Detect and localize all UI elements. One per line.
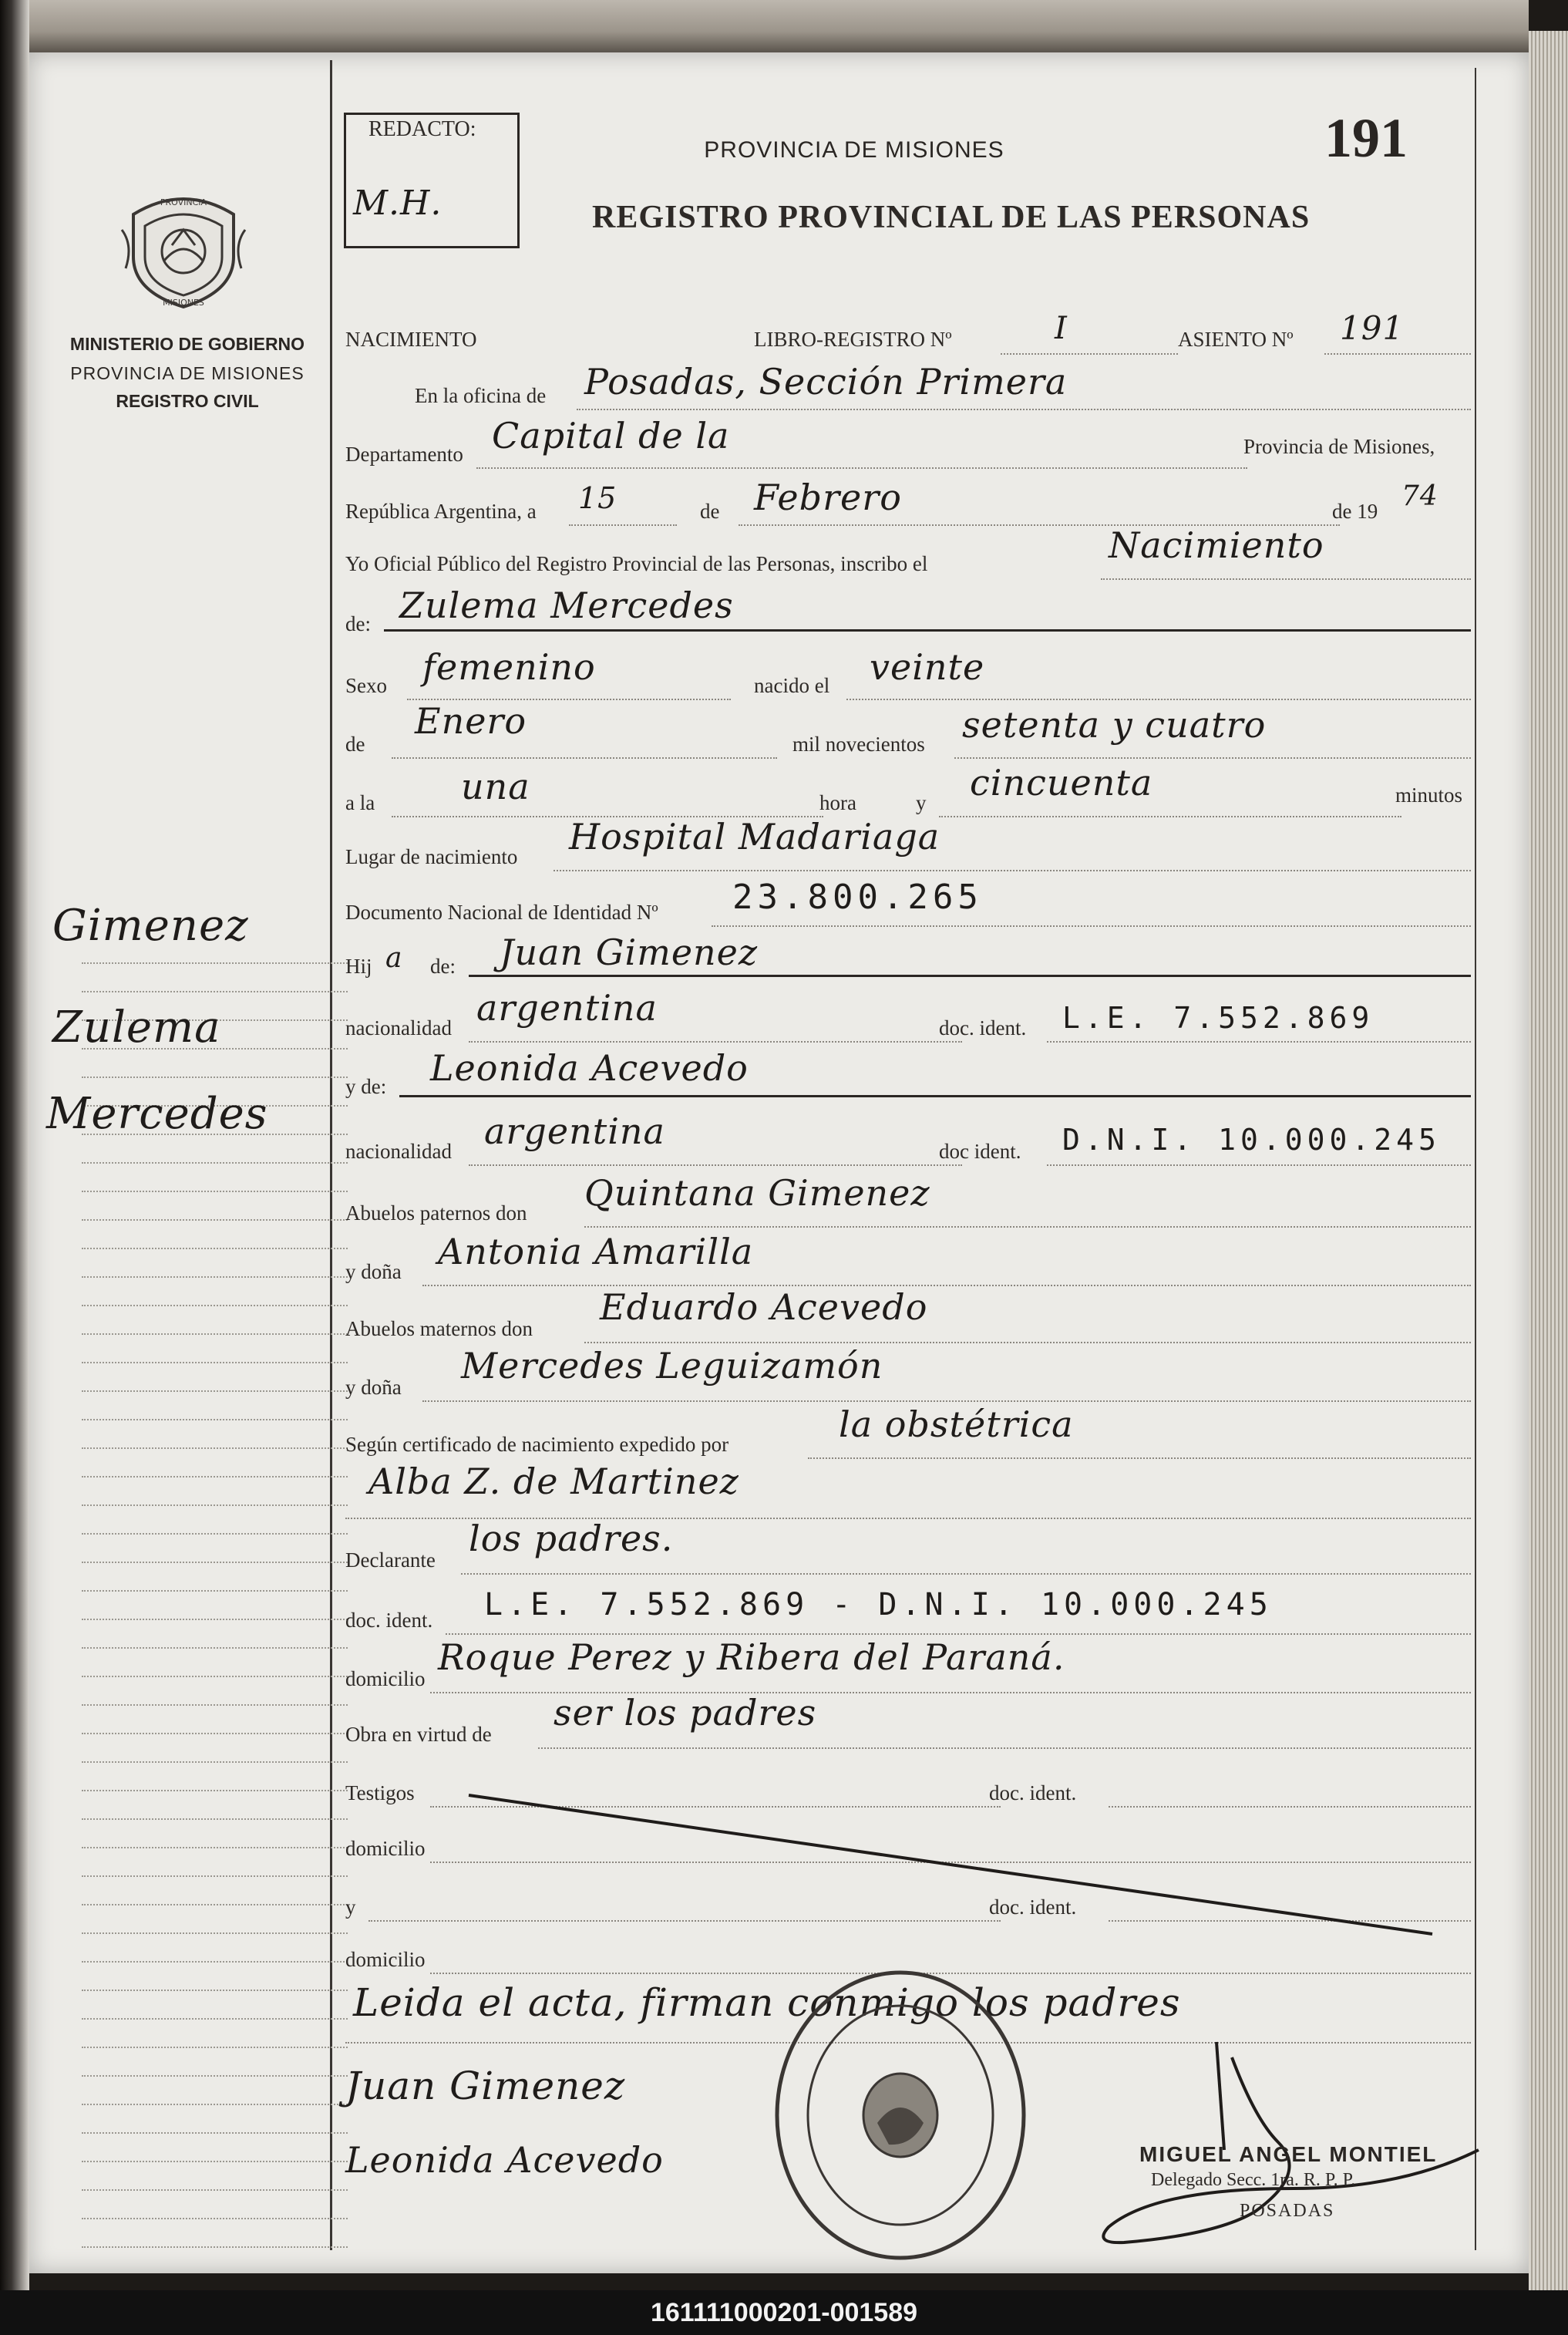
registry-title: REGISTRO PROVINCIAL DE LAS PERSONAS (592, 200, 1311, 235)
margin-ruled-line (82, 2104, 348, 2105)
hora-label: hora (819, 791, 856, 814)
province-heading: PROVINCIA DE MISIONES (704, 137, 1004, 163)
margin-ruled-line (82, 1248, 348, 1249)
margin-ruled-line (82, 1390, 348, 1392)
margin-ruled-line (82, 1533, 348, 1535)
margin-ruled-line (82, 1077, 348, 1078)
margin-first-name: Zulema (52, 1002, 221, 1053)
margin-ruled-line (82, 1733, 348, 1734)
de-label-2: de (345, 733, 365, 756)
anio-label: de 19 (1332, 500, 1378, 523)
oficina-label: En la oficina de (415, 384, 547, 407)
segun-label: Según certificado de nacimiento expedido por (345, 1433, 729, 1456)
obra-value: ser los padres (554, 1692, 817, 1734)
page-number: 191 (1324, 107, 1408, 169)
y-dona-label-1: y doña (345, 1260, 402, 1283)
margin-ruled-line (82, 1191, 348, 1192)
minutos-label: minutos (1395, 783, 1463, 807)
departamento-label: Departamento (345, 443, 463, 466)
margin-ruled-line (82, 1704, 348, 1706)
nacionalidad-padre: argentina (476, 987, 658, 1029)
declarante-value: los padres. (469, 1518, 674, 1559)
sidebar-registry-label: REGISTRO CIVIL (116, 391, 259, 411)
doc-madre: D.N.I. 10.000.245 (1062, 1123, 1441, 1157)
dni-value: 23.800.265 (732, 878, 983, 917)
margin-surname: Gimenez (52, 901, 249, 951)
margin-ruled-line (82, 1476, 348, 1477)
margin-ruled-line (82, 1219, 348, 1221)
abuelo-paterno: Quintana Gimenez (584, 1172, 930, 1214)
oficial-label: Yo Oficial Público del Registro Provincial de las Personas, inscribo el (345, 552, 928, 575)
margin-ruled-line (82, 2161, 348, 2162)
oficial-value: Nacimiento (1109, 524, 1324, 566)
abuela-paterna: Antonia Amarilla (438, 1231, 754, 1272)
book-page-stack (1529, 31, 1568, 2290)
de-label-1: de (700, 500, 720, 523)
dia-value: 15 (578, 481, 617, 515)
margin-ruled-line (82, 1961, 348, 1963)
a-la-label: a la (345, 791, 375, 814)
doc-ident-label-1: doc. ident. (939, 1016, 1027, 1039)
mes-nac-value: Enero (415, 700, 527, 742)
madre-value: Leonida Acevedo (430, 1047, 749, 1089)
domicilio-label-1: domicilio (345, 1667, 426, 1690)
official-role: Delegado Secc. 1ra. R. P. P. (1151, 2170, 1356, 2190)
province-coat-of-arms-icon (118, 184, 249, 311)
margin-ruled-line (82, 991, 348, 992)
margin-ruled-line (82, 2189, 348, 2191)
archive-id-bar: 161111000201-001589 (0, 2290, 1568, 2335)
margin-ruled-line (82, 1333, 348, 1335)
margin-ruled-line (82, 1647, 348, 1649)
doc-ident-label-3: doc. ident. (345, 1609, 433, 1632)
padre-value: Juan Gimenez (500, 932, 759, 973)
y-label: y (916, 791, 927, 814)
margin-ruled-line (82, 1590, 348, 1592)
obstetrica-value: Alba Z. de Martinez (368, 1461, 739, 1502)
margin-ruled-line (82, 2246, 348, 2248)
doc-declarante: L.E. 7.552.869 - D.N.I. 10.000.245 (484, 1587, 1273, 1622)
redacto-initials: M.H. (353, 184, 442, 223)
margin-ruled-line (82, 1847, 348, 1848)
oficina-value: Posadas, Sección Primera (584, 361, 1068, 403)
nacido-label: nacido el (754, 674, 830, 697)
margin-ruled-line (82, 1990, 348, 1991)
ministry-label: MINISTERIO DE GOBIERNO (69, 334, 305, 354)
seal-top-text: PROVINCIA (160, 197, 207, 207)
libro-value: I (1055, 311, 1068, 346)
margin-middle-name: Mercedes (46, 1089, 268, 1139)
nacionalidad-label-1: nacionalidad (345, 1016, 452, 1039)
anio-nac-value: setenta y cuatro (962, 704, 1267, 746)
sidebar-province-label: PROVINCIA DE MISIONES (70, 363, 305, 383)
margin-ruled-line (82, 1676, 348, 1677)
doc-padre: L.E. 7.552.869 (1062, 1001, 1375, 1035)
doc-ident-label-2: doc ident. (939, 1140, 1021, 1163)
margin-ruled-line (82, 1419, 348, 1420)
margin-ruled-line (82, 1904, 348, 1905)
official-city: POSADAS (1240, 2201, 1335, 2221)
registry-round-stamp-icon (762, 1961, 1039, 2269)
cancel-strike-line (461, 1787, 1463, 1957)
lugar-value: Hospital Madariaga (569, 816, 940, 858)
abuelos-paternos-label: Abuelos paternos don (345, 1201, 527, 1225)
margin-ruled-line (82, 1932, 348, 1934)
margin-ruled-line (82, 2018, 348, 2020)
de-name-label: de: (345, 612, 371, 635)
hija-de-label: de: (430, 955, 456, 978)
abuela-materna: Mercedes Leguizamón (461, 1345, 883, 1387)
margin-ruled-line (82, 1276, 348, 1278)
margin-ruled-line (82, 1447, 348, 1449)
nacionalidad-label-2: nacionalidad (345, 1140, 452, 1163)
mil-novecientos-label: mil novecientos (792, 733, 925, 756)
book-top-edge (29, 0, 1529, 52)
margin-ruled-line (82, 1504, 348, 1506)
hija-suffix: a (385, 942, 403, 974)
declarante-label: Declarante (345, 1548, 436, 1572)
signature-mother: Leonida Acevedo (345, 2139, 664, 2181)
right-rule (1475, 68, 1476, 2250)
testigos-label: Testigos (345, 1781, 415, 1804)
nacionalidad-madre: argentina (484, 1110, 665, 1152)
republica-label: República Argentina, a (345, 500, 537, 523)
margin-ruled-line (82, 2132, 348, 2134)
domicilio-label-2: domicilio (345, 1837, 426, 1860)
y-dona-label-2: y doña (345, 1376, 402, 1399)
leida-acta-value: Leida el acta, firman conmigo los padres (353, 1980, 1181, 2025)
departamento-value: Capital de la (492, 415, 730, 457)
obra-label: Obra en virtud de (345, 1723, 492, 1746)
domicilio-value: Roque Perez y Ribera del Paraná. (438, 1636, 1065, 1678)
sexo-label: Sexo (345, 674, 387, 697)
margin-ruled-line (82, 1562, 348, 1563)
margin-ruled-line (82, 2218, 348, 2219)
mes-value: Febrero (754, 477, 902, 518)
margin-ruled-line (82, 1619, 348, 1620)
nacimiento-label: NACIMIENTO (345, 328, 477, 351)
minutos-value: cincuenta (970, 762, 1153, 804)
margin-ruled-line (82, 1761, 348, 1763)
margin-ruled-line (82, 1875, 348, 1877)
doc-ident-label-4: doc. ident. (989, 1781, 1077, 1804)
register-page (29, 52, 1529, 2273)
abuelo-materno: Eduardo Acevedo (600, 1286, 928, 1328)
margin-ruled-line (82, 2075, 348, 2077)
margin-ruled-line (82, 1162, 348, 1164)
seal-bottom-text: MISIONES (163, 298, 204, 308)
margin-ruled-line (82, 1818, 348, 1820)
redacto-label: REDACTO: (368, 117, 476, 141)
signature-father: Juan Gimenez (345, 2064, 626, 2108)
libro-label: LIBRO-REGISTRO Nº (754, 328, 952, 351)
y-de-label: y de: (345, 1075, 387, 1098)
margin-ruled-line (82, 1790, 348, 1791)
margin-ruled-line (82, 1305, 348, 1306)
asiento-label: ASIENTO Nº (1178, 328, 1294, 351)
lugar-label: Lugar de nacimiento (345, 845, 518, 868)
anio-value: 74 (1401, 480, 1438, 512)
margin-ruled-line (82, 962, 348, 964)
sexo-value: femenino (422, 646, 596, 688)
asiento-value: 191 (1340, 309, 1405, 347)
margin-ruled-line (82, 2047, 348, 2048)
book-binding (0, 0, 29, 2290)
nombre-value: Zulema Mercedes (399, 585, 734, 626)
segun-value: la obstétrica (839, 1403, 1074, 1445)
domicilio-label-3: domicilio (345, 1948, 426, 1971)
nacido-value: veinte (870, 646, 985, 688)
official-name: MIGUEL ANGEL MONTIEL (1139, 2142, 1438, 2166)
dni-label: Documento Nacional de Identidad Nº (345, 901, 658, 924)
margin-rule (330, 60, 332, 2250)
margin-ruled-line (82, 1362, 348, 1363)
provincia-misiones-label: Provincia de Misiones, (1243, 435, 1435, 458)
y-label-2: y (345, 1895, 356, 1919)
doc-ident-label-5: doc. ident. (989, 1895, 1077, 1919)
abuelos-maternos-label: Abuelos maternos don (345, 1317, 533, 1340)
hora-value: una (461, 766, 530, 807)
hija-label: Hij (345, 955, 372, 978)
